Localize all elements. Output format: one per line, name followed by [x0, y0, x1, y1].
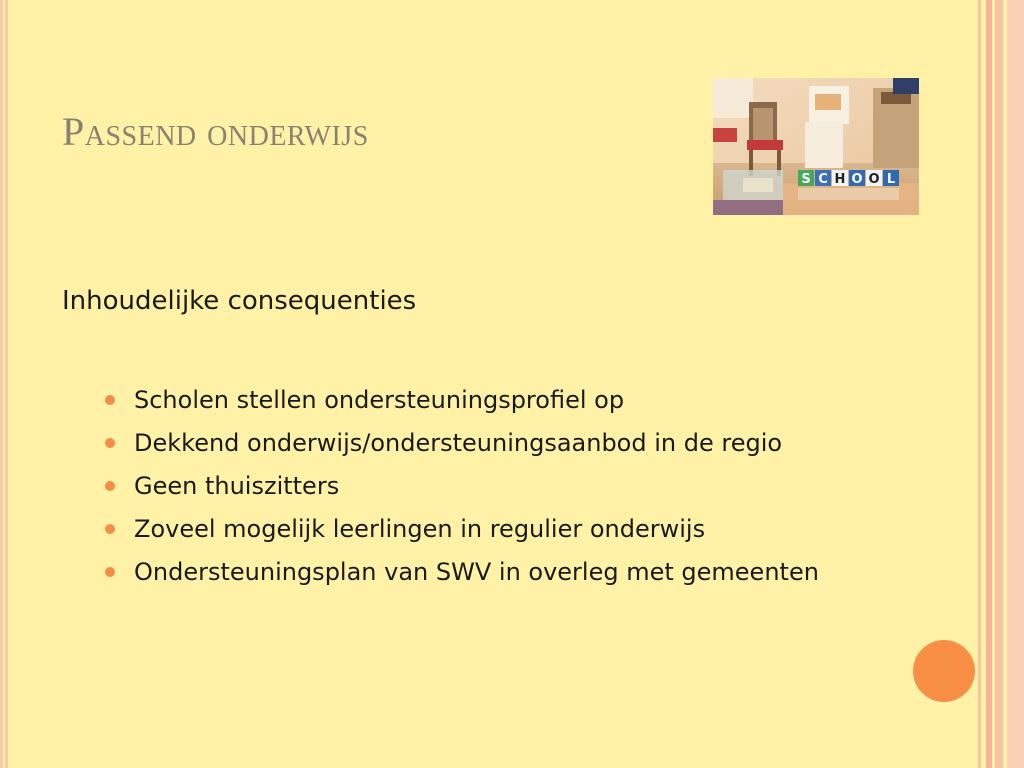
right-stripe-1 — [978, 0, 981, 768]
bullet-item — [105, 511, 819, 554]
decorative-orange-circle — [913, 640, 975, 702]
left-border-decoration — [0, 0, 10, 768]
bullet-text: Scholen stellen ondersteuningsprofiel op — [134, 386, 625, 414]
bullet-text: Geen thuiszitters — [134, 472, 340, 500]
school-classroom-image — [713, 78, 919, 215]
block-letter-c: C — [818, 172, 828, 187]
bullet-text: Zoveel mogelijk leerlingen in regulier onderwijs — [134, 515, 706, 543]
bullet-text: Dekkend onderwijs/ondersteuningsaanbod in de regio — [134, 429, 783, 457]
right-stripe-2 — [986, 0, 992, 768]
bullet-dot-icon — [105, 567, 115, 577]
block-letter-l: L — [886, 172, 896, 187]
right-stripe-4 — [1007, 0, 1024, 768]
bullet-dot-icon — [105, 524, 115, 534]
block-letter-o2: O — [868, 172, 880, 187]
slide-subheading: Inhoudelijke consequenties — [62, 286, 417, 316]
bullet-dot-icon — [105, 481, 115, 491]
block-letter-s: S — [801, 172, 811, 187]
bullet-item — [105, 554, 819, 597]
right-stripe-3 — [995, 0, 1003, 768]
block-letter-o1: O — [851, 172, 863, 187]
bullet-text: Ondersteuningsplan van SWV in overleg met gemeenten — [134, 558, 819, 586]
bullet-item — [105, 382, 819, 425]
bullet-dot-icon — [105, 438, 115, 448]
bullet-item — [105, 468, 819, 511]
bullet-list — [105, 382, 819, 597]
bullet-dot-icon — [105, 395, 115, 405]
block-letter-h: H — [834, 172, 846, 187]
slide-title: Passend onderwijs — [62, 109, 369, 154]
bullet-item — [105, 425, 819, 468]
